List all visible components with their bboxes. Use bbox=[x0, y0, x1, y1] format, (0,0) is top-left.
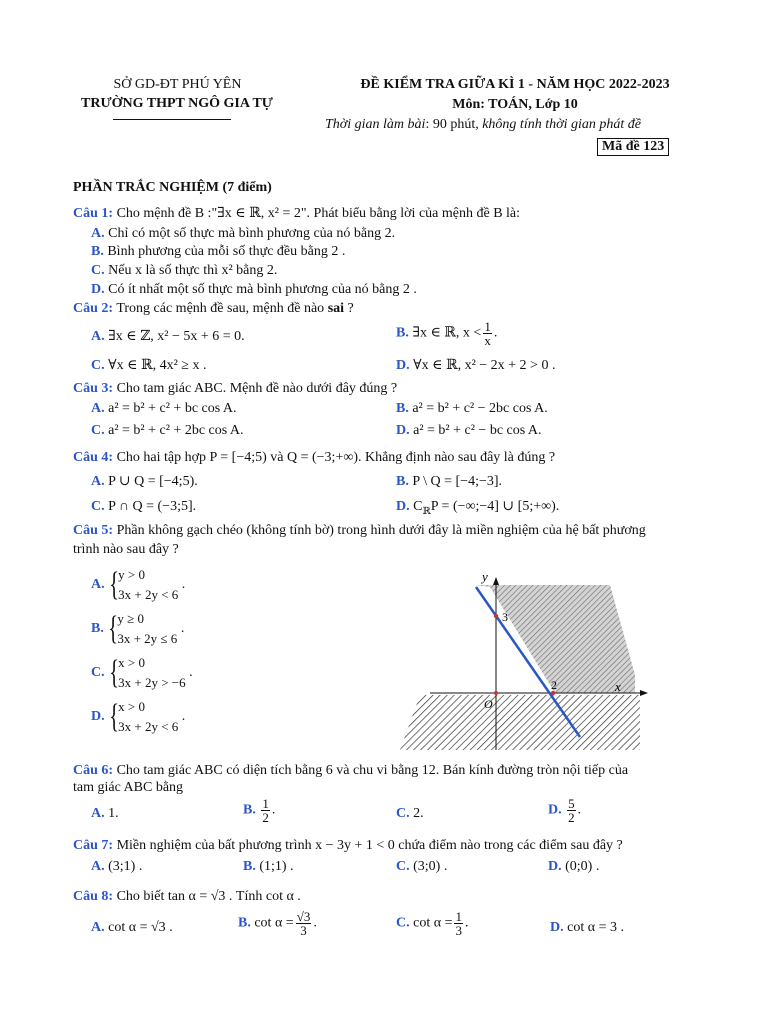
q5-option-a[interactable]: A. { y > 0 3x + 2y < 6 . bbox=[91, 565, 185, 605]
question-6-text-continued: tam giác ABC bằng bbox=[73, 780, 184, 795]
q6-option-c[interactable]: C. 2. bbox=[396, 806, 424, 821]
question-1 bbox=[73, 205, 520, 223]
question-7-label: Câu 7: bbox=[73, 838, 114, 853]
question-3-label: Câu 3: bbox=[73, 381, 114, 396]
question-4 bbox=[73, 449, 555, 467]
school-name: TRƯỜNG THPT NGÔ GIA TỰ bbox=[81, 96, 273, 111]
question-3-text: Cho tam giác ABC. Mệnh đề nào dưới đây đúng ? bbox=[116, 381, 398, 396]
q7-option-c[interactable]: C. (3;0) . bbox=[396, 859, 448, 874]
q8-option-b[interactable]: B. cot α = $\frac{√3}{3}$ . bbox=[238, 909, 317, 938]
q4-option-d[interactable]: D. $C_ℝP$ = (−∞;−4] ∪ [5;+∞). bbox=[396, 499, 560, 517]
question-2-label: Câu 2: bbox=[73, 301, 114, 316]
shaded-region-below-x bbox=[400, 695, 640, 750]
q2-option-a[interactable]: A. ∃x ∈ ℤ, x² − 5x + 6 = 0. bbox=[91, 329, 245, 344]
q6-option-d[interactable]: D. $\frac{5}{2}$ . bbox=[548, 796, 582, 825]
question-7 bbox=[73, 837, 623, 855]
question-8-text: Cho biết tan α = √3 . Tính cot α . bbox=[116, 889, 301, 904]
question-2-end: ? bbox=[344, 301, 354, 316]
x-intercept-label: 2 bbox=[551, 678, 557, 692]
q8-option-a[interactable]: A. cot α = √3 . bbox=[91, 920, 173, 935]
time-line bbox=[325, 117, 641, 133]
time-value: : 90 phút, bbox=[425, 117, 483, 132]
q3-option-b[interactable]: B. a² = b² + c² − 2bc cos A. bbox=[396, 401, 548, 416]
question-8 bbox=[73, 888, 301, 906]
q5-graph-figure bbox=[400, 565, 660, 755]
shaded-region-upper bbox=[475, 585, 635, 693]
origin-label: O bbox=[484, 697, 493, 711]
q4-option-a[interactable]: A. P ∪ Q = [−4;5). bbox=[91, 474, 198, 489]
question-5 bbox=[73, 522, 646, 540]
q1-option-d[interactable]: D. Có ít nhất một số thực mà bình phương của nó bằng 2 . bbox=[91, 282, 417, 297]
question-5-text: Phần không gạch chéo (không tính bờ) trong hình dưới đây là miền nghiệm của hệ bất phương bbox=[116, 523, 646, 538]
question-7-text: Miền nghiệm của bất phương trình x − 3y + 1 < 0 chứa điểm nào trong các điểm sau đây ? bbox=[116, 838, 623, 853]
question-2-emphasis: sai bbox=[327, 301, 345, 316]
question-4-text: Cho hai tập hợp P = [−4;5) và Q = (−3;+∞). Khẳng định nào sau đây là đúng ? bbox=[116, 450, 556, 465]
question-8-label: Câu 8: bbox=[73, 889, 114, 904]
question-5-text-continued: trình nào sau đây ? bbox=[73, 542, 179, 557]
q1-option-b[interactable]: B. Bình phương của mỗi số thực đều bằng 2 . bbox=[91, 244, 346, 259]
q2-option-b[interactable]: B. ∃x ∈ ℝ, x < $\frac{1}{x}$ . bbox=[396, 319, 498, 348]
q7-option-a[interactable]: A. (3;1) . bbox=[91, 859, 143, 874]
question-2 bbox=[73, 300, 354, 318]
x-axis-label: x bbox=[615, 679, 621, 694]
q4-option-b[interactable]: B. P \ Q = [−4;−3]. bbox=[396, 474, 503, 489]
header-divider bbox=[113, 119, 231, 120]
section-title: PHẦN TRẮC NGHIỆM (7 điểm) bbox=[73, 180, 272, 195]
question-4-label: Câu 4: bbox=[73, 450, 114, 465]
q4-option-c[interactable]: C. P ∩ Q = (−3;5]. bbox=[91, 499, 197, 514]
department-name: SỞ GD-ĐT PHÚ YÊN bbox=[113, 77, 242, 92]
q5-option-d[interactable]: D. { x > 0 3x + 2y < 6 . bbox=[91, 697, 185, 737]
question-2-text: Trong các mệnh đề sau, mệnh đề nào bbox=[116, 301, 328, 316]
time-prefix: Thời gian làm bài bbox=[325, 117, 426, 132]
x-axis-arrow bbox=[640, 690, 648, 696]
q2-option-d[interactable]: D. ∀x ∈ ℝ, x² − 2x + 2 > 0 . bbox=[396, 358, 556, 373]
question-6-label: Câu 6: bbox=[73, 763, 114, 778]
question-5-label: Câu 5: bbox=[73, 523, 114, 538]
question-1-text: Cho mệnh đề B :"∃x ∈ ℝ, x² = 2". Phát biểu bằng lời của mệnh đề B là: bbox=[116, 206, 521, 221]
q2-option-c[interactable]: C. ∀x ∈ ℝ, 4x² ≥ x . bbox=[91, 358, 207, 373]
y-intercept-point bbox=[494, 614, 498, 618]
y-intercept-label: 3 bbox=[502, 610, 508, 624]
q1-option-a[interactable]: A. Chỉ có một số thực mà bình phương của nó bằng 2. bbox=[91, 226, 396, 241]
q5-option-c[interactable]: C. { x > 0 3x + 2y > −6 . bbox=[91, 653, 193, 693]
q3-option-d[interactable]: D. a² = b² + c² − bc cos A. bbox=[396, 423, 542, 438]
exam-code: Mã đề 123 bbox=[597, 138, 669, 156]
origin-point bbox=[494, 691, 498, 695]
q7-option-d[interactable]: D. (0;0) . bbox=[548, 859, 600, 874]
q6-option-a[interactable]: A. 1. bbox=[91, 806, 119, 821]
question-1-label: Câu 1: bbox=[73, 206, 114, 221]
question-3 bbox=[73, 380, 397, 398]
q8-option-c[interactable]: C. cot α = $\frac{1}{3}$ . bbox=[396, 909, 469, 938]
subject-line: Môn: TOÁN, Lớp 10 bbox=[452, 97, 578, 112]
question-6-text: Cho tam giác ABC có diện tích bằng 6 và chu vi bằng 12. Bán kính đường tròn nội tiếp của bbox=[116, 763, 629, 778]
q3-option-c[interactable]: C. a² = b² + c² + 2bc cos A. bbox=[91, 423, 244, 438]
q1-option-c[interactable]: C. Nếu x là số thực thì x² bằng 2. bbox=[91, 263, 278, 278]
q6-option-b[interactable]: B. $\frac{1}{2}$ . bbox=[243, 796, 276, 825]
time-suffix: không tính thời gian phát đề bbox=[482, 117, 641, 132]
q8-option-d[interactable]: D. cot α = 3 . bbox=[550, 920, 624, 935]
q3-option-a[interactable]: A. a² = b² + c² + bc cos A. bbox=[91, 401, 237, 416]
q7-option-b[interactable]: B. (1;1) . bbox=[243, 859, 294, 874]
q5-option-b[interactable]: B. { y ≥ 0 3x + 2y ≤ 6 . bbox=[91, 609, 184, 649]
y-axis-arrow bbox=[493, 577, 499, 585]
y-axis-label: y bbox=[482, 569, 488, 584]
question-6 bbox=[73, 762, 628, 780]
exam-title: ĐỀ KIỂM TRA GIỮA KÌ 1 - NĂM HỌC 2022-2023 bbox=[360, 77, 670, 92]
